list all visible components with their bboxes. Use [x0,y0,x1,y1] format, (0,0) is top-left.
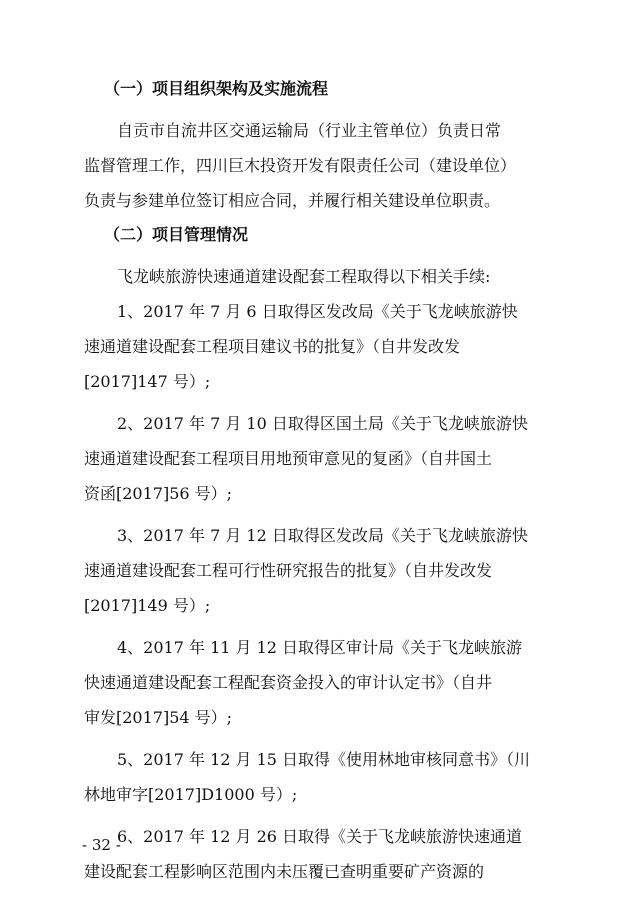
text-line: 资函[2017]56 号）; [84,484,233,503]
text-line: [2017]147 号）; [84,372,211,391]
text-line: 飞龙峡旅游快速通道建设配套工程取得以下相关手续: [117,267,491,286]
text-line: 6、2017 年 12 月 26 日取得《关于飞龙峡旅游快速通道 [117,827,523,846]
text-line: 5、2017 年 12 月 15 日取得《使用林地审核同意书》（川 [117,750,531,769]
text-line: 4、2017 年 11 月 12 日取得区审计局《关于飞龙峡旅游 [117,638,523,657]
section-heading-1: （一）项目组织架构及实施流程 [104,79,329,98]
text-line: [2017]149 号）; [84,596,211,615]
text-line: 1、2017 年 7 月 6 日取得区发改局《关于飞龙峡旅游快 [117,302,518,321]
list-item-2 [84,406,552,511]
text-line: 3、2017 年 7 月 12 日取得区发改局《关于飞龙峡旅游快 [117,526,528,545]
text-line: 快速通道建设配套工程配套资金投入的审计认定书》（自井 [84,673,493,692]
list-item-6 [84,819,552,889]
list-item-5 [84,742,552,812]
text-line: 建设配套工程影响区范围内未压覆已查明重要矿产资源的 [84,862,485,881]
text-line: 审发[2017]54 号）; [84,708,233,727]
text-line: 速通道建设配套工程项目用地预审意见的复函》（自井国土 [84,449,493,468]
text-line: 速通道建设配套工程项目建议书的批复》（自井发改发 [84,337,461,356]
paragraph-organization [84,113,552,218]
list-item-4 [84,630,552,735]
text-line: 自贡市自流井区交通运输局（行业主管单位）负责日常 [117,121,502,140]
page-number: - 32 - [82,836,121,854]
section-heading-2: （二）项目管理情况 [104,225,249,244]
text-line: 林地审字[2017]D1000 号）; [84,785,298,804]
text-line: 速通道建设配套工程可行性研究报告的批复》（自井发改发 [84,561,493,580]
text-line: 负责与参建单位签订相应合同，并履行相关建设单位职责。 [84,191,501,210]
text-line: 监督管理工作，四川巨木投资开发有限责任公司（建设单位） [84,156,517,175]
list-item-3 [84,518,552,623]
paragraph-intro [84,259,552,294]
text-line: 2、2017 年 7 月 10 日取得区国土局《关于飞龙峡旅游快 [117,414,528,433]
document-body [84,78,552,889]
list-item-1 [84,294,552,399]
